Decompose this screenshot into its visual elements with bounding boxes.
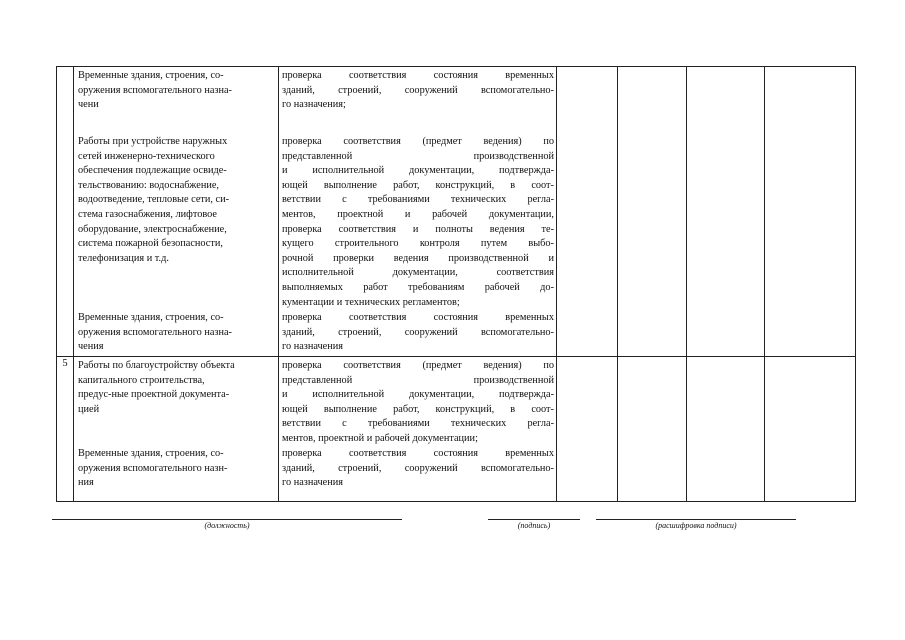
empty-cell	[618, 357, 687, 502]
work-type-text	[74, 359, 278, 417]
empty-cell	[765, 357, 856, 502]
text-line: кументации и технических регламентов;	[282, 296, 460, 308]
text-line: предус-ные проектной документа-	[78, 389, 230, 401]
empty-cell	[687, 67, 765, 357]
check-text	[279, 447, 556, 491]
text-line: Временные здания, строения, со-	[78, 312, 224, 323]
text-line: и исполнительной документации, подтвержда-	[282, 165, 554, 177]
text-line: выполняемых работ требованиям рабочей до-	[282, 281, 554, 293]
text-line: цией	[78, 403, 100, 415]
check-text	[279, 135, 556, 310]
table-row	[57, 357, 856, 502]
text-line: зданий, строений, сооружений вспомогательно-	[282, 462, 554, 474]
check-cell	[279, 67, 557, 357]
text-line: телефонизация и т.д.	[78, 252, 169, 264]
check-text	[279, 311, 556, 355]
text-line: ментов, проектной и рабочей документации;	[282, 432, 478, 444]
inspection-table	[56, 66, 856, 502]
check-text	[279, 69, 556, 113]
text-line: обеспечения подлежащие освиде-	[78, 165, 227, 177]
text-line: го назначения;	[282, 99, 346, 111]
empty-cell	[765, 67, 856, 357]
text-line: ния	[78, 477, 94, 489]
text-line: оборудование, электроснабжение,	[78, 223, 227, 235]
text-line: проверка соответствия и полноты ведения те-	[282, 223, 554, 235]
text-line: го назначения	[282, 341, 344, 353]
work-type-text	[74, 69, 278, 113]
check-cell	[279, 357, 557, 502]
work-type-cell	[74, 357, 279, 502]
text-line: водоотведение, тепловые сети, си-	[78, 194, 230, 206]
empty-cell	[687, 357, 765, 502]
signature-label: (подпись)	[517, 521, 551, 530]
text-line: зданий, строений, сооружений вспомогательно-	[282, 84, 554, 96]
decoding-label: (расшифровка подписи)	[655, 521, 737, 530]
work-type-cell	[74, 67, 279, 357]
text-line: представленной производственной	[282, 150, 554, 162]
text-line: оружения вспомогательного назн-	[78, 462, 228, 474]
text-line: ментов, проектной и рабочей документации,	[282, 208, 554, 220]
text-line: го назначения	[282, 477, 344, 489]
text-line: исполнительной документации, соответствия	[282, 267, 554, 279]
check-text	[279, 359, 556, 447]
text-line: ветствии с требованиями технических регла-	[282, 418, 554, 430]
decoding-signature-line	[596, 519, 796, 531]
position-signature-line	[52, 519, 402, 531]
text-line: представленной производственной	[282, 374, 554, 386]
text-line: чения	[78, 341, 104, 353]
text-line: ющей выполнение работ, конструкций, в соот-	[282, 403, 554, 415]
signature-line	[488, 519, 580, 531]
text-line: проверка соответствия состояния временных	[282, 70, 554, 81]
empty-cell	[618, 67, 687, 357]
text-line: и исполнительной документации, подтвержда-	[282, 389, 554, 401]
table-row	[57, 67, 856, 357]
text-line: капитального строительства,	[78, 374, 205, 386]
position-label: (должность)	[204, 521, 250, 530]
text-line: Временные здания, строения, со-	[78, 70, 224, 81]
text-line: система пожарной безопасности,	[78, 238, 223, 250]
text-line: кущего строительного контроля путем выбо-	[282, 238, 554, 250]
text-line: Временные здания, строения, со-	[78, 448, 224, 459]
text-line: ющей выполнение работ, конструкций, в соот-	[282, 179, 554, 191]
text-line: Работы по благоустройству объекта	[78, 360, 235, 371]
text-line: оружения вспомогательного назна-	[78, 326, 232, 338]
row-number: 5	[57, 357, 74, 502]
row-number	[57, 67, 74, 357]
work-type-text	[74, 311, 278, 355]
text-line: стема газоснабжения, лифтовое	[78, 208, 217, 220]
text-line: оружения вспомогательного назна-	[78, 84, 232, 96]
text-line: чени	[78, 99, 99, 111]
text-line: проверка соответствия (предмет ведения) по	[282, 360, 554, 371]
text-line: зданий, строений, сооружений вспомогательно-	[282, 326, 554, 338]
empty-cell	[557, 67, 618, 357]
text-line: ветствии с требованиями технических регла-	[282, 194, 554, 206]
work-type-text	[74, 447, 278, 491]
text-line: проверка соответствия (предмет ведения) по	[282, 136, 554, 147]
text-line: сетей инженерно-технического	[78, 150, 215, 162]
empty-cell	[557, 357, 618, 502]
text-line: рочной проверки ведения производственной и	[282, 252, 554, 264]
text-line: проверка соответствия состояния временных	[282, 448, 554, 459]
text-line: проверка соответствия состояния временных	[282, 312, 554, 323]
work-type-text	[74, 135, 278, 266]
text-line: тельствованию: водоснабжение,	[78, 179, 219, 191]
text-line: Работы при устройстве наружных	[78, 136, 228, 147]
